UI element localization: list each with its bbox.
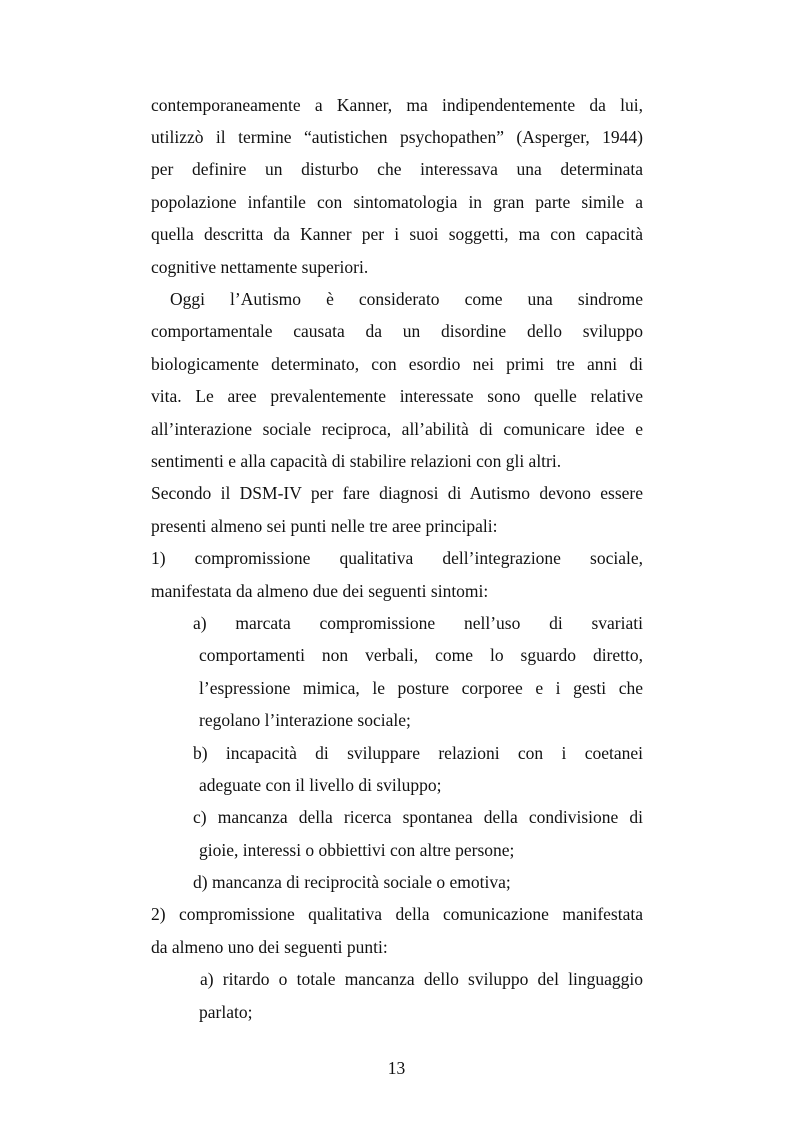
text-line: presenti almeno sei punti nelle tre aree principali: (151, 516, 498, 536)
text-line: cognitive nettamente superiori. (151, 257, 369, 277)
text-line: comportamentale causata da un disordine dello sviluppo (151, 321, 643, 341)
page-number: 13 (387, 1058, 406, 1078)
text-line: l’espressione mimica, le posture corporee e i gesti che (199, 678, 643, 698)
list-item: 2) compromissione qualitativa della comunicazione manifestata (151, 904, 643, 924)
text-line: adeguate con il livello di sviluppo; (199, 775, 442, 795)
text-line: per definire un disturbo che interessava una determinata (151, 159, 643, 179)
text-line: Secondo il DSM-IV per fare diagnosi di Autismo devono essere (151, 483, 643, 503)
text-line: Oggi l’Autismo è considerato come una sindrome (170, 289, 643, 309)
text-line: sentimenti e alla capacità di stabilire relazioni con gli altri. (151, 451, 562, 471)
text-line: utilizzò il termine “autistichen psychopathen” (Asperger, 1944) (151, 127, 643, 147)
text-line: comportamenti non verbali, come lo sguardo diretto, (199, 645, 643, 665)
text-line: manifestata da almeno due dei seguenti sintomi: (151, 581, 489, 601)
text-line: popolazione infantile con sintomatologia in gran parte simile a (151, 192, 643, 212)
sub-list-item: a) ritardo o totale mancanza dello sviluppo del linguaggio (200, 969, 643, 989)
text-line: quella descritta da Kanner per i suoi soggetti, ma con capacità (151, 224, 643, 244)
text-line: parlato; (199, 1002, 253, 1022)
sub-list-item: a) marcata compromissione nell’uso di svariati (193, 613, 643, 633)
list-item: 1) compromissione qualitativa dell’integrazione sociale, (151, 548, 643, 568)
text-line: biologicamente determinato, con esordio nei primi tre anni di (151, 354, 643, 374)
text-line: da almeno uno dei seguenti punti: (151, 937, 388, 957)
text-line: gioie, interessi o obbiettivi con altre persone; (199, 840, 515, 860)
text-line: all’interazione sociale reciproca, all’abilità di comunicare idee e (151, 419, 643, 439)
sub-list-item: b) incapacità di sviluppare relazioni con i coetanei (193, 743, 643, 763)
text-line: contemporaneamente a Kanner, ma indipendentemente da lui, (151, 95, 643, 115)
sub-list-item: c) mancanza della ricerca spontanea della condivisione di (193, 807, 643, 827)
text-line: vita. Le aree prevalentemente interessate sono quelle relative (151, 386, 643, 406)
sub-list-item: d) mancanza di reciprocità sociale o emotiva; (193, 872, 511, 892)
text-line: regolano l’interazione sociale; (199, 710, 411, 730)
